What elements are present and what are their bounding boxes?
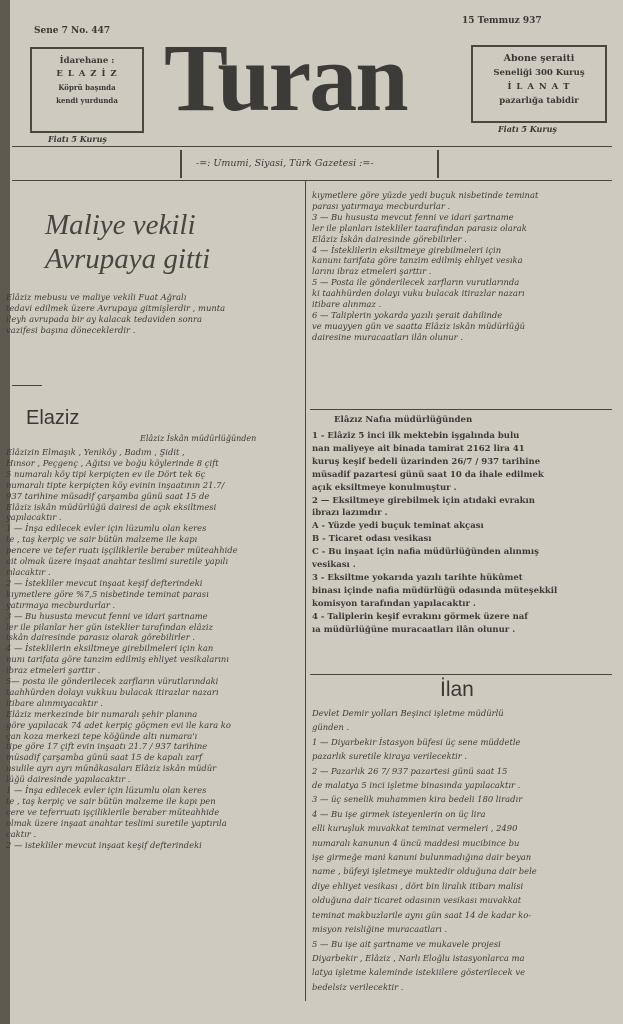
article-line: 3 - Eksiltme yokarıda yazılı tarihte hükûmet bbox=[312, 572, 523, 583]
article-line: vesikası . bbox=[312, 560, 356, 571]
headline bbox=[45, 208, 210, 276]
left-price: Fiatı 5 Kuruş bbox=[48, 134, 107, 144]
article-line: itibare alınmıyacaktır . bbox=[6, 697, 103, 708]
article-line: misyon reisliğine muracaatları . bbox=[312, 924, 448, 935]
article-line: B - Ticaret odası vesikası bbox=[312, 534, 432, 545]
subscription-line: Abone şeraiti bbox=[503, 53, 575, 64]
address-line: kendi yurdunda bbox=[56, 96, 118, 105]
nafia-title: Elâzız Nafıa müdürlüğünden bbox=[334, 415, 473, 425]
issue-date: 15 Temmuz 937 bbox=[462, 16, 542, 26]
headline-line: Avrupaya gitti bbox=[45, 243, 211, 275]
article-line: C - Bu inşaat için nafia müdürlüğünden alınmış bbox=[312, 547, 539, 558]
article-line: çan koza merkezi tepe köğünde altı numara'ı bbox=[6, 730, 198, 741]
masthead-rule bbox=[12, 146, 612, 147]
article-line: müsadif çarşamba günü saat 15 de kapalı zarf bbox=[6, 752, 203, 763]
article-line: caktır . bbox=[6, 828, 37, 839]
address-line: E L A Z İ Z bbox=[56, 69, 118, 79]
subtitle-bar-right bbox=[437, 150, 439, 178]
article-line: larını ibraz etmeleri şarttır . bbox=[312, 266, 432, 277]
article-line: name , büfeyi işletmeye muktedir olduğuna dair bele bbox=[312, 866, 537, 877]
article-line: kanunı tarifata göre tanzim edilmiş ehliyet vesıka bbox=[312, 255, 523, 266]
article-line: 2 — istekliler mevcut inşaat keşif defterindeki bbox=[6, 839, 202, 850]
article-line: Devlet Demir yolları Beşinci işletme müdürlü bbox=[312, 708, 504, 718]
article-line: ibraz etmeleri şarttır . bbox=[6, 665, 101, 676]
article-line: tipe göre 17 çift evin inşaatı 21.7 / 937 tarihine bbox=[6, 741, 208, 752]
headline-line: Maliye vekili bbox=[45, 209, 196, 241]
article-line: müsadif pazartesi günü saat 10 da ihale edilmek bbox=[312, 469, 544, 480]
article-line: 3 — Bu hususta mevcut fenni ve idari şartname bbox=[6, 610, 208, 621]
article-line: te , taş kerpiç ve sair bütün malzeme ile kapı bbox=[6, 534, 198, 545]
article-line: olmak üzere inşaat anahtar teslimi suretile yaptırıla bbox=[6, 817, 227, 828]
article-line: Elâziz İskân dairesinde görebilirler . bbox=[312, 233, 467, 244]
article-line: Diyarbekir , Elâziz , Narlı Eloğlu istasyonlarca ma bbox=[312, 952, 525, 963]
article-line: elli kuruşluk muvakkat teminat vermeleri , 2490 bbox=[312, 823, 518, 834]
article-line: numaralı kanunun 4 üncü maddesi mucibince bu bbox=[312, 837, 520, 848]
article-line: 4 — İsteklilerin eksiltmeye girebilmeleri için kan bbox=[6, 643, 214, 654]
lead-paragraph bbox=[6, 292, 298, 336]
article-line: ler ile pilanlar her gün isteklier tarafından elâziz bbox=[6, 621, 213, 632]
ilan-title: İlan bbox=[440, 678, 474, 701]
article-line: işe girmeğe mani kanuni bulunmadığına dair beyan bbox=[312, 852, 532, 863]
masthead-rule-bottom bbox=[12, 180, 612, 181]
lead-line: tedavi edilmek üzere Avrupaya gitmişlerdir , munta bbox=[6, 302, 226, 313]
subscription-line: pazarlığa tabidir bbox=[499, 96, 579, 106]
article-line: iskân dairesinde parasız olarak görebilirler . bbox=[6, 632, 196, 643]
subtitle-text: Umumi, Siyasi, Türk Gazetesi bbox=[213, 158, 357, 169]
article-line: ait olmak üzere inşaat anahtar teslimi suretile yapılı bbox=[6, 556, 229, 567]
column-divider bbox=[305, 181, 306, 1001]
article-line: nan maliyeye ait binada tamirat 2162 lira 41 bbox=[312, 443, 525, 454]
article-line: itibare alınmaz . bbox=[312, 299, 382, 310]
article-line: diye ehliyet vesikası , dört bin liralık itibarı malisi bbox=[312, 880, 524, 891]
article-line: bedelsiz verilecektir . bbox=[312, 981, 404, 992]
article-line: 5 numaralı köy tipi kerpiçten ev ile Dört tek 6ç bbox=[6, 468, 206, 479]
article-line: rılacaktır . bbox=[6, 566, 51, 577]
article-line: ve muayyen gün ve saatta Elâziz iskân müdürlüğü bbox=[312, 320, 525, 331]
article-line: olduğuna dair ticaret odasının vesikası muvakkat bbox=[312, 895, 522, 906]
article-line: 4 — İsteklilerin eksiltmeye girebilmeleri için bbox=[312, 244, 502, 255]
right-top-article bbox=[312, 190, 612, 343]
article-line: 4 — Bu işe girmek isteyenlerin on üç lira bbox=[312, 808, 486, 819]
article-line: ibrazı lazımdır . bbox=[312, 508, 388, 519]
article-line: 2 — İstekliler mevcut inşaat keşif defterindeki bbox=[6, 577, 203, 588]
article-line: te , taş kerpiç ve sair bütün malzeme ile kapı pen bbox=[6, 796, 216, 806]
address-box bbox=[30, 47, 144, 133]
article-line: yapılacaktır . bbox=[6, 512, 62, 523]
article-line: binası içinde nafia müdürlüğü odasında müteşekkil bbox=[312, 585, 558, 596]
article-line: Hınsor , Peçgenç , Ağıtsı ve boğu köylerinde 8 çift bbox=[6, 457, 219, 468]
article-line: günden . bbox=[312, 722, 350, 733]
article-line: ler ile planları istekliler taarafından parasız olarak bbox=[312, 222, 527, 233]
issue-number: Sene 7 No. 447 bbox=[34, 26, 111, 36]
article-line: 5 — Posta ile gönderilecek zarfların vurutlarında bbox=[312, 277, 520, 288]
article-line: pazarlık suretile kiraya verilecektir . bbox=[312, 751, 468, 762]
lead-line: ileyh avrupada bir ay kalacak tedaviden sonra bbox=[6, 313, 203, 324]
article-line: de malatya 5 inci işletme binasında yapılacaktır . bbox=[312, 780, 521, 791]
article-line: Elâzizin Elmaşık , Yeniköy , Badım , Şidit , bbox=[6, 447, 185, 457]
article-line: açık eksiltmeye konulmuştur . bbox=[312, 482, 457, 493]
article-line: yatırmaya mecburdurlar . bbox=[6, 599, 116, 610]
article-line: 937 tarihine müsadif çarşamba günü saat 15 de bbox=[6, 490, 210, 501]
lead-line: vazifesi başına döneceklerdir . bbox=[6, 324, 136, 335]
article-line: kuruş keşif bedeli üzarinden 26/7 / 937 tarihine bbox=[312, 456, 541, 467]
article-line: 2 — Eksiltmeye girebilmek için atıdaki evrakın bbox=[312, 495, 535, 506]
article-line: 1 — İnşa edilecek evler için lüzumlu olan keres bbox=[6, 785, 207, 796]
article-line: 5 — Bu işe ait şartname ve mukavele projesi bbox=[312, 938, 501, 949]
article-line: pencere ve tefer ruatı işçiliklerile beraber müteahhide bbox=[6, 545, 238, 556]
address-line: Köprü başında bbox=[58, 83, 116, 92]
section-title: Elaziz bbox=[26, 407, 80, 429]
article-line: ıa müdürlüğüne muracaatları ilân olunur . bbox=[312, 624, 516, 635]
address-line: İdarehane : bbox=[59, 56, 115, 66]
article-line: kıymetlere göre yüzde yedi buçuk nisbetinde teminat bbox=[312, 190, 539, 200]
article-line: numaralı tipte kerpiçten köy evinin inşaatının 21.7/ bbox=[6, 479, 225, 490]
article-line: göre yapılacak 74 adet kerpiç göçmen evi ile kara ko bbox=[6, 719, 231, 730]
article-line: 1 — Diyarbekir İstasyon büfesi üç sene müddetle bbox=[312, 736, 521, 747]
article-line: 3 — üç senelik muhammen kira bedeli 180 liradır bbox=[312, 794, 523, 805]
article-line: 4 - Taliplerin keşif evrakını görmek üzere naf bbox=[312, 611, 528, 622]
article-line: 5— posta ile gönderilecek zarfların vürutlarındaki bbox=[6, 676, 219, 687]
subscription-line: İ L A N A T bbox=[507, 82, 571, 92]
article-line: teminat makbuzlarile aynı gün saat 14 de kadar ko- bbox=[312, 909, 532, 920]
article-line: 2 — Pazarlık 26 7/ 937 pazartesi günü saat 15 bbox=[312, 765, 508, 776]
subtitle-bar-left bbox=[180, 150, 182, 178]
article-line: parası yatırmaya mecburdurlar . bbox=[312, 200, 451, 211]
article-line: ki taahhürden dolayı vuku bulacak itirazlar nazarı bbox=[312, 288, 525, 299]
nafia-article bbox=[312, 430, 612, 637]
right-section-rule bbox=[310, 409, 612, 410]
article-line: nunı tarifata göre tanzim edilmiş ehliyet vesikalarını bbox=[6, 654, 229, 665]
right-price: Fiatı 5 Kuruş bbox=[498, 124, 557, 134]
article-line: latya işletme kaleminde istekiilere gösterilecek ve bbox=[312, 967, 526, 978]
newspaper-title: Turan bbox=[164, 24, 407, 131]
article-line: 6 — Taliplerin yokarda yazılı şerait dahilinde bbox=[312, 309, 503, 320]
article-line: komisyon tarafından yapılacaktır . bbox=[312, 598, 476, 609]
section-subtitle: Elâziz İskân müdürlüğünden bbox=[140, 434, 257, 443]
article-line: Elâziz iskân müdürlüğü dairesi de açık eksiltmesi bbox=[6, 501, 217, 512]
lead-line: Elâziz mebusu ve maliye vekili Fuat Ağralı bbox=[6, 292, 187, 302]
ilan-article bbox=[312, 706, 612, 994]
article-line: kıymetlere göre %7,5 nisbetinde teminat parası bbox=[6, 588, 209, 599]
right-section-rule bbox=[310, 674, 612, 675]
article-line: dairesine muracaatları ilân olunur . bbox=[312, 331, 464, 342]
subtitle: -=: Umumi, Siyasi, Türk Gazetesi :=- bbox=[196, 158, 374, 169]
article-line: A - Yüzde yedi buçuk teminat akçası bbox=[312, 521, 484, 532]
section-rule bbox=[12, 385, 42, 386]
article-line: 3 — Bu hususta mevcut fenni ve idari şartname bbox=[312, 211, 514, 222]
article-line: 1 - Elâziz 5 inci ilk mektebin işgalında bulu bbox=[312, 431, 520, 441]
article-line: taahhürden dolayı vukkuu bulacak itirazlar nazarı bbox=[6, 686, 219, 697]
article-line: Elâziz merkezinde bir numaralı şehir planına bbox=[6, 708, 198, 719]
subscription-line: Seneliği 300 Kuruş bbox=[493, 68, 585, 78]
article-line: lüğü dairesinde yapılacaktır . bbox=[6, 774, 131, 785]
subscription-box bbox=[471, 45, 607, 123]
elaziz-article bbox=[6, 447, 300, 851]
article-line: usulile ayrı ayrı münâkasaları Elâziz iskân müdür bbox=[6, 763, 217, 774]
article-line: cere ve teferruatı işçiliklerile beraber müteahhide bbox=[6, 806, 220, 817]
article-line: 1 — İnşa edilecek evler için lüzumlu olan keres bbox=[6, 523, 207, 534]
